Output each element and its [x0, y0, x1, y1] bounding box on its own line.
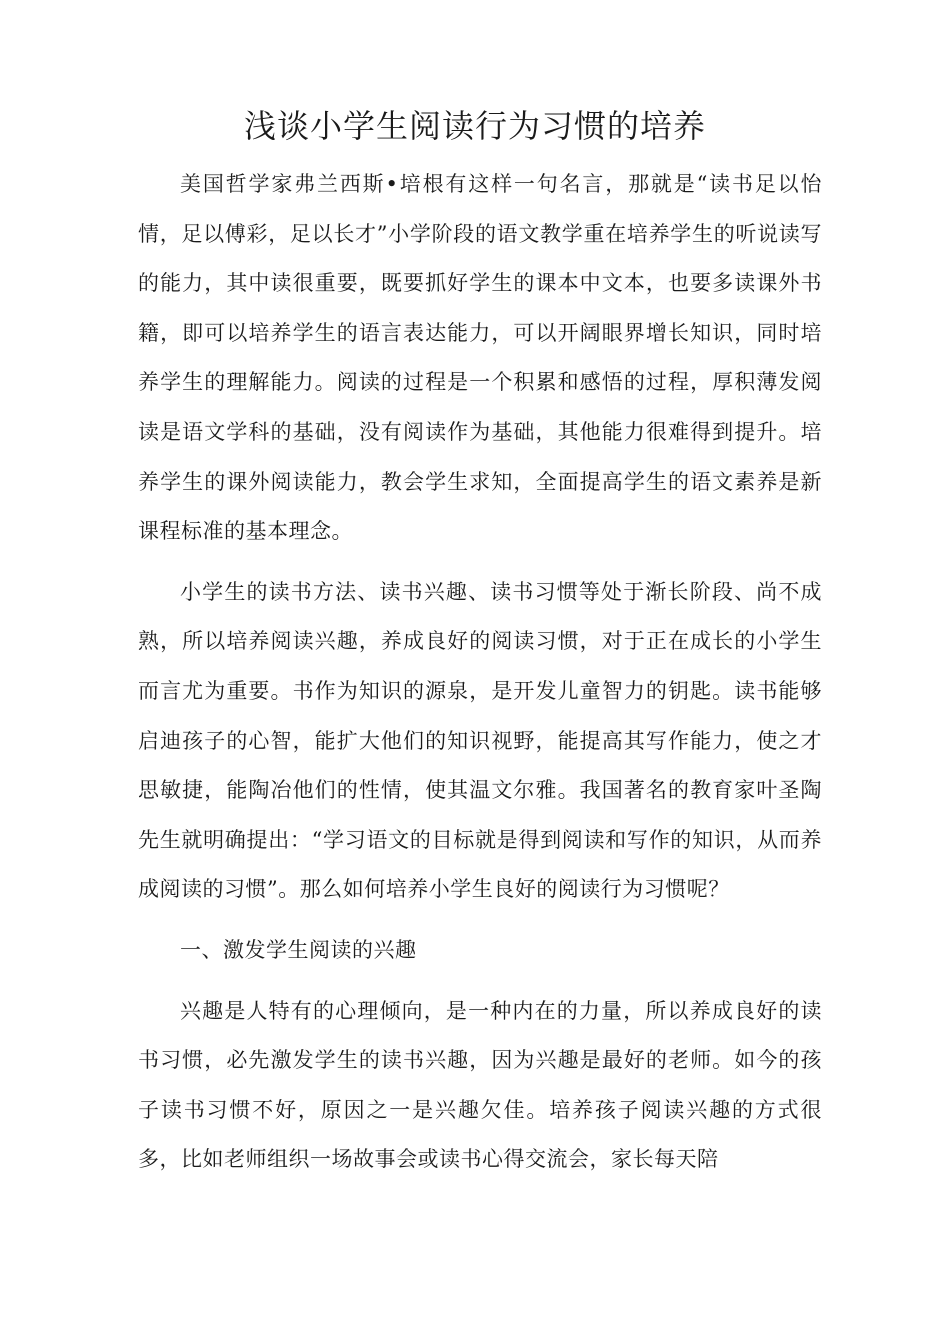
paragraph-interest: 兴趣是人特有的心理倾向，是一种内在的力量，所以养成良好的读书习惯，必先激发学生的读书兴趣，因为兴趣是最好的老师。如今的孩子读书习惯不好，原因之一是兴趣欠佳。培养孩子阅读兴趣的方式很多，比如老师组织一场故事会或读书心得交流会，家长每天陪	[138, 998, 822, 1172]
document-body	[138, 160, 822, 1185]
document-title: 浅谈小学生阅读行为习惯的培养	[243, 107, 706, 145]
paragraph-intro: 美国哲学家弗兰西斯•培根有这样一句名言，那就是“读书足以怡情，足以傅彩，足以长才”小学阶段的语文教学重在培养学生的听说读写的能力，其中读很重要，既要抓好学生的课本中文本，也要多读课外书籍，即可以培养学生的语言表达能力，可以开阔眼界增长知识，同时培养学生的理解能力。阅读的过程是一个积累和感悟的过程，厚积薄发阅读是语文学科的基础，没有阅读作为基础，其他能力很难得到提升。培养学生的课外阅读能力，教会学生求知，全面提高学生的语文素养是新课程标准的基本理念。	[138, 172, 822, 544]
paragraph-reading-habits: 小学生的读书方法、读书兴趣、读书习惯等处于渐长阶段、尚不成熟，所以培养阅读兴趣，养成良好的阅读习惯，对于正在成长的小学生而言尤为重要。书作为知识的源泉，是开发儿童智力的钥匙。读书能够启迪孩子的心智，能扩大他们的知识视野，能提高其写作能力，使之才思敏捷，能陶冶他们的性情，使其温文尔雅。我国著名的教育家叶圣陶先生就明确提出：“学习语文的目标就是得到阅读和写作的知识，从而养成阅读的习惯”。那么如何培养小学生良好的阅读行为习惯呢？	[138, 579, 822, 902]
section-heading: 一、激发学生阅读的兴趣	[180, 937, 417, 962]
